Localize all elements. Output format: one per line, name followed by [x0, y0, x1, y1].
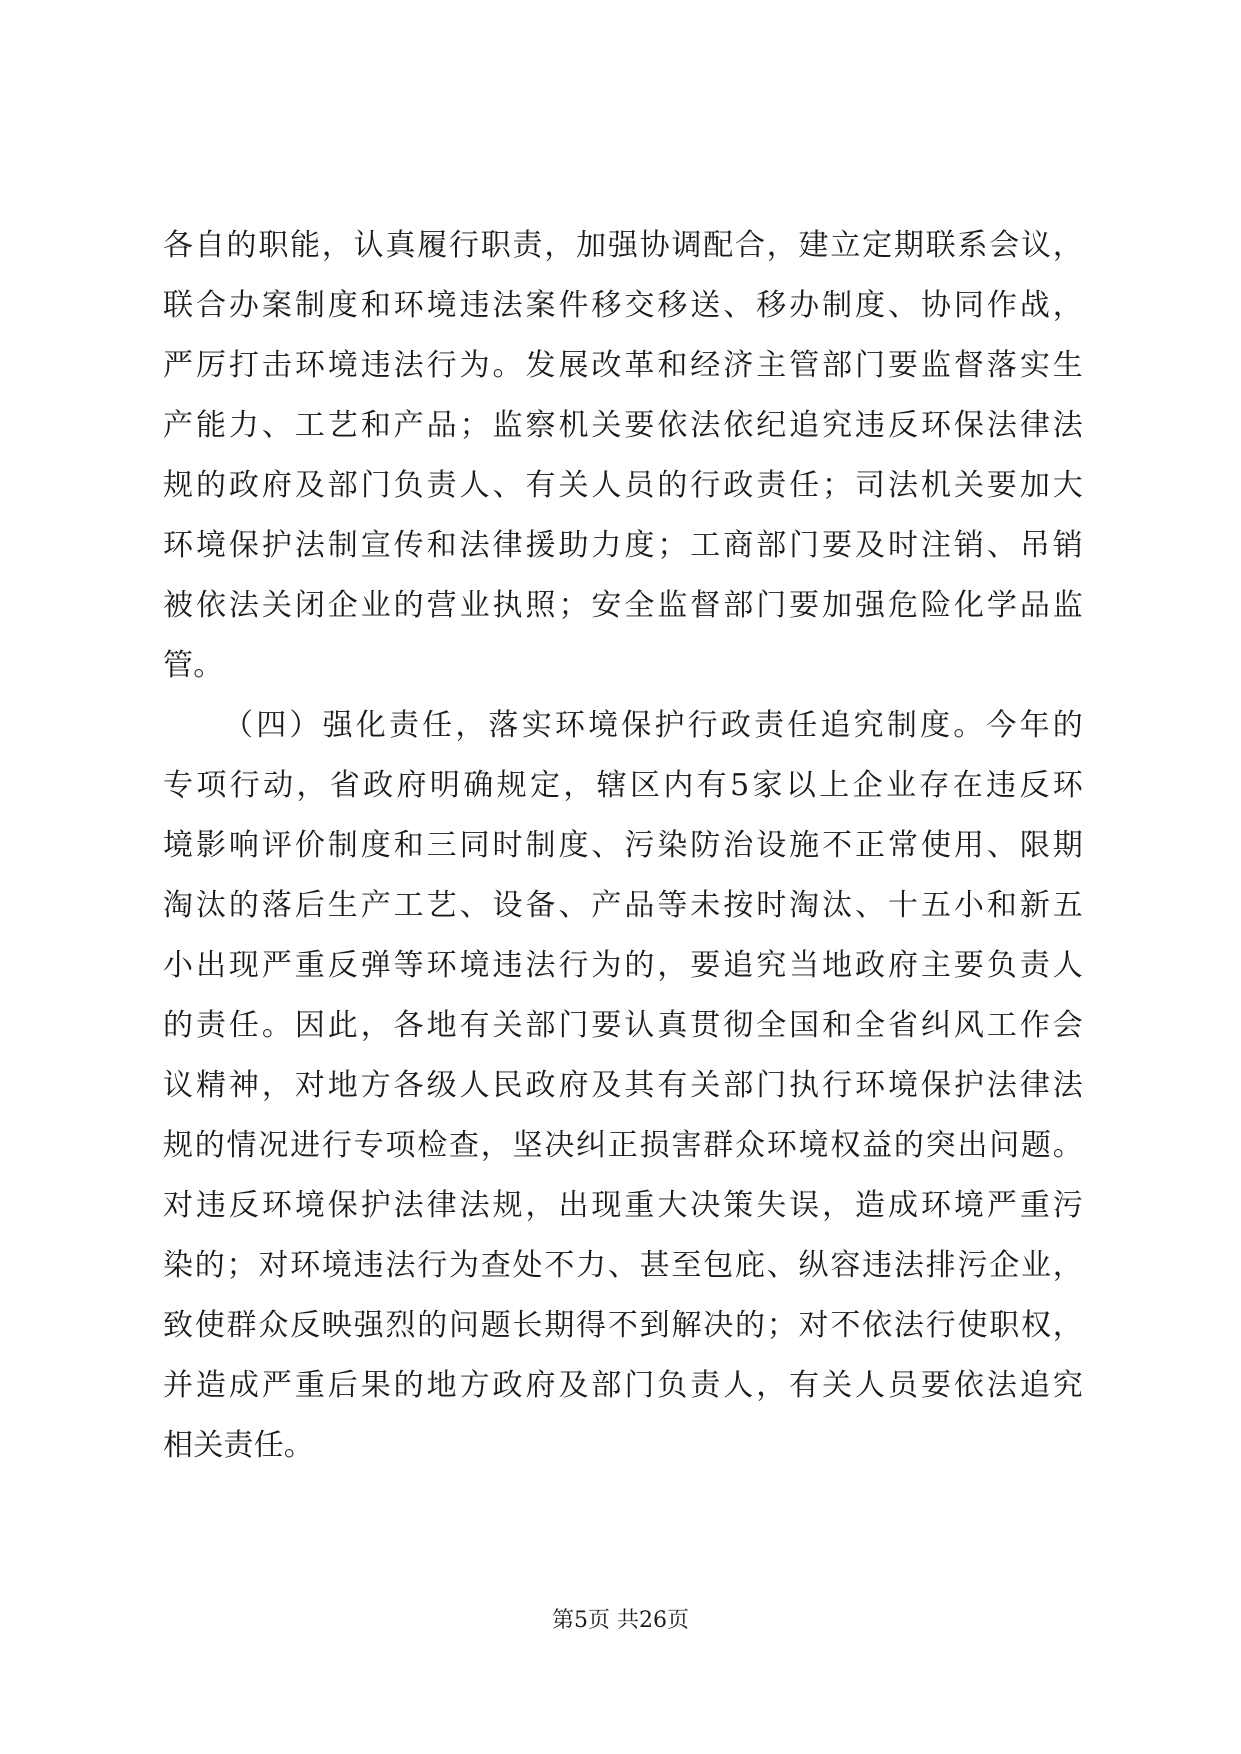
- paragraph-line: 被依法关闭企业的营业执照；安全监督部门要加强危险化学品监: [163, 588, 1083, 623]
- paragraph-line: 专项行动，省政府明确规定，辖区内有5家以上企业存在违反环: [163, 768, 1083, 803]
- paragraph-line: 管。: [163, 648, 224, 683]
- paragraph-line: 的责任。因此，各地有关部门要认真贯彻全国和全省纠风工作会: [163, 1008, 1083, 1043]
- paragraph-line: 相关责任。: [163, 1428, 314, 1463]
- paragraph-line: 小出现严重反弹等环境违法行为的，要追究当地政府主要负责人: [163, 948, 1083, 983]
- paragraph-line: 联合办案制度和环境违法案件移交移送、移办制度、协同作战，: [163, 288, 1083, 323]
- paragraph-line: 致使群众反映强烈的问题长期得不到解决的；对不依法行使职权，: [163, 1308, 1083, 1343]
- paragraph-line: 严厉打击环境违法行为。发展改革和经济主管部门要监督落实生: [163, 348, 1083, 383]
- paragraph-line: 规的情况进行专项检查，坚决纠正损害群众环境权益的突出问题。: [163, 1128, 1083, 1163]
- paragraph-line-indented: （四）强化责任，落实环境保护行政责任追究制度。今年的: [223, 708, 1083, 743]
- page-number-footer: 第5页 共26页: [552, 1608, 689, 1633]
- paragraph-line: 染的；对环境违法行为查处不力、甚至包庇、纵容违法排污企业，: [163, 1248, 1083, 1283]
- paragraph-line: 并造成严重后果的地方政府及部门负责人，有关人员要依法追究: [163, 1368, 1083, 1403]
- paragraph-line: 议精神，对地方各级人民政府及其有关部门执行环境保护法律法: [163, 1068, 1083, 1103]
- paragraph-line: 规的政府及部门负责人、有关人员的行政责任；司法机关要加大: [163, 468, 1083, 503]
- paragraph-line: 环境保护法制宣传和法律援助力度；工商部门要及时注销、吊销: [163, 528, 1083, 563]
- paragraph-line: 产能力、工艺和产品；监察机关要依法依纪追究违反环保法律法: [163, 408, 1083, 443]
- paragraph-line: 对违反环境保护法律法规，出现重大决策失误，造成环境严重污: [163, 1188, 1083, 1223]
- paragraph-line: 各自的职能，认真履行职责，加强协调配合，建立定期联系会议，: [163, 228, 1083, 263]
- paragraph-line: 境影响评价制度和三同时制度、污染防治设施不正常使用、限期: [163, 828, 1083, 863]
- paragraph-line: 淘汰的落后生产工艺、设备、产品等未按时淘汰、十五小和新五: [163, 888, 1083, 923]
